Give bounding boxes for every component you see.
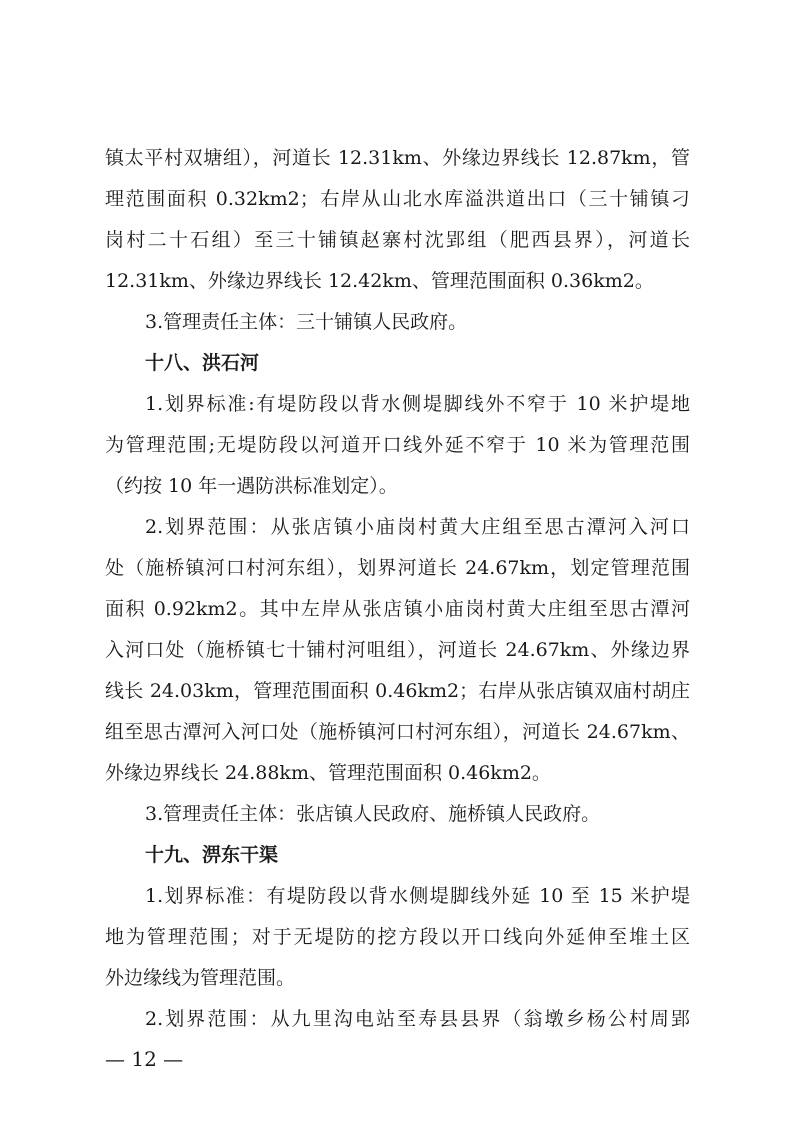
text-line: 面积 0.92km2。其中左岸从张店镇小庙岗村黄大庄组至思古潭河 xyxy=(105,598,690,620)
responsibility-line: 3.管理责任主体：张店镇人民政府、施桥镇人民政府。 xyxy=(145,803,601,825)
text-line: 线长 24.03km，管理范围面积 0.46km2；右岸从张店镇双庙村胡庄 xyxy=(105,680,690,702)
text-line: 2.划界范围：从九里沟电站至寿县县界（翁墩乡杨公村周郢 xyxy=(145,1008,690,1030)
text-line: 组至思古潭河入河口处（施桥镇河口村河东组），河道长 24.67km、 xyxy=(105,721,690,743)
section-heading: 十九、淠东干渠 xyxy=(145,844,279,866)
text-line: 12.31km、外缘边界线长 12.42km、管理范围面积 0.36km2。 xyxy=(105,270,654,292)
text-line: 2.划界范围：从张店镇小庙岗村黄大庄组至思古潭河入河口 xyxy=(145,516,690,538)
text-line: 外缘边界线长 24.88km、管理范围面积 0.46km2。 xyxy=(105,762,551,784)
text-line: 1.划界标准：有堤防段以背水侧堤脚线外延 10 至 15 米护堤 xyxy=(145,885,690,907)
text-line: 入河口处（施桥镇七十铺村河咀组），河道长 24.67km、外缘边界 xyxy=(105,639,690,661)
text-line: 外边缘线为管理范围。 xyxy=(105,967,296,989)
text-line: 为管理范围;无堤防段以河道开口线外延不窄于 10 米为管理范围 xyxy=(105,434,690,456)
page-number: — 12 — xyxy=(105,1047,184,1071)
text-line: （约按 10 年一遇防洪标准划定）。 xyxy=(105,475,398,497)
section-heading: 十八、洪石河 xyxy=(145,352,260,374)
text-line: 岗村二十石组）至三十铺镇赵寨村沈郢组（肥西县界），河道长 xyxy=(105,229,690,251)
text-line: 处（施桥镇河口村河东组），划界河道长 24.67km，划定管理范围 xyxy=(105,557,690,579)
text-line: 1.划界标准:有堤防段以背水侧堤脚线外不窄于 10 米护堤地 xyxy=(145,393,690,415)
responsibility-line: 3.管理责任主体：三十铺镇人民政府。 xyxy=(145,311,468,333)
text-line: 镇太平村双塘组），河道长 12.31km、外缘边界线长 12.87km，管 xyxy=(105,147,690,169)
text-line: 地为管理范围；对于无堤防的挖方段以开口线向外延伸至堆土区 xyxy=(105,926,690,948)
text-line: 理范围面积 0.32km2；右岸从山北水库溢洪道出口（三十铺镇刁 xyxy=(105,188,690,210)
